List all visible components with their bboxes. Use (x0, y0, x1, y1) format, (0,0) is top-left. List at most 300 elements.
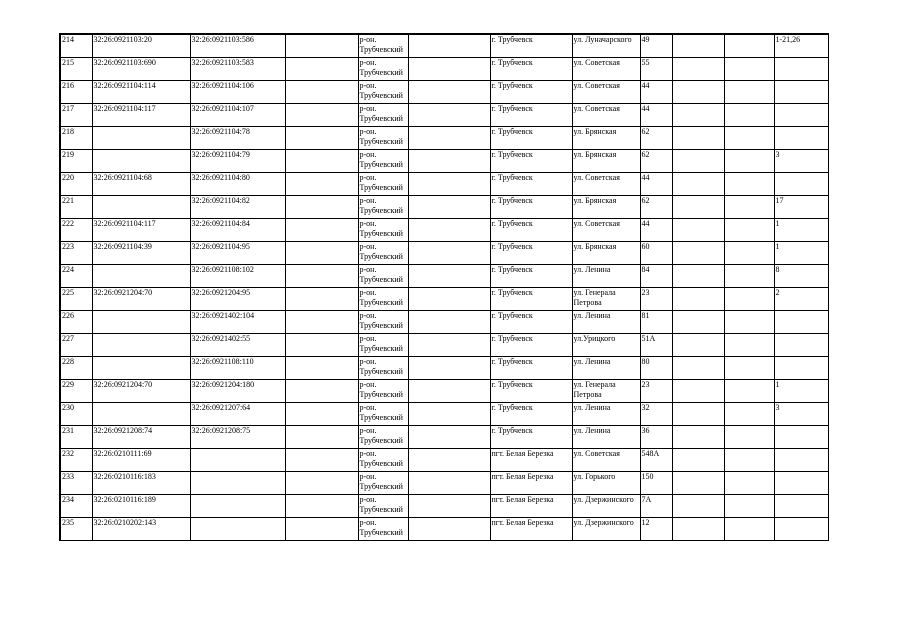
empty-cell (408, 288, 490, 311)
empty-cell (408, 81, 490, 104)
street-cell: ул. Ленина (572, 265, 640, 288)
settlement-cell: г. Трубчевск (490, 58, 572, 81)
street-cell: ул. Дзержинского (572, 518, 640, 541)
district-type: р-он. (359, 311, 377, 320)
street-cell: ул. Ленина (572, 311, 640, 334)
district-type: р-он. (359, 518, 377, 527)
table-row (60, 311, 828, 334)
district-type: р-он. (359, 104, 377, 113)
district-cell (358, 104, 408, 127)
street-cell: ул. Генерала Петрова (572, 288, 640, 311)
row-number-cell: 214 (60, 34, 92, 58)
row-number-cell: 226 (60, 311, 92, 334)
cadastral-number-2-cell (190, 449, 285, 472)
extra-cell (672, 104, 724, 127)
district-cell (358, 81, 408, 104)
settlement-cell: г. Трубчевск (490, 127, 572, 150)
district-type: р-он. (359, 472, 377, 481)
row-number-cell: 219 (60, 150, 92, 173)
empty-cell (285, 472, 358, 495)
empty-cell (285, 380, 358, 403)
settlement-cell: г. Трубчевск (490, 104, 572, 127)
extra-cell (724, 58, 774, 81)
row-number-cell: 217 (60, 104, 92, 127)
row-number-cell: 229 (60, 380, 92, 403)
cadastral-number-cell (92, 334, 190, 357)
extra-cell (724, 127, 774, 150)
empty-cell (408, 518, 490, 541)
district-name: Трубчевский (359, 206, 403, 215)
table-row (60, 380, 828, 403)
cadastral-number-cell (92, 127, 190, 150)
cadastral-number-2-cell: 32:26:0921104:79 (190, 150, 285, 173)
apartment-cell (774, 472, 828, 495)
row-number-cell: 228 (60, 357, 92, 380)
extra-cell (724, 265, 774, 288)
cadastral-number-cell (92, 403, 190, 426)
cadastral-number-2-cell (190, 518, 285, 541)
table-row (60, 81, 828, 104)
cadastral-number-2-cell: 32:26:0921104:82 (190, 196, 285, 219)
district-cell (358, 311, 408, 334)
cadastral-number-cell (92, 311, 190, 334)
table-row (60, 34, 828, 58)
empty-cell (285, 150, 358, 173)
house-number-cell: 80 (640, 357, 672, 380)
row-number-cell: 225 (60, 288, 92, 311)
empty-cell (285, 495, 358, 518)
street-cell: ул. Советская (572, 81, 640, 104)
cadastral-number-2-cell (190, 495, 285, 518)
row-number-cell: 235 (60, 518, 92, 541)
apartment-cell (774, 311, 828, 334)
street-cell: ул. Брянская (572, 196, 640, 219)
extra-cell (672, 311, 724, 334)
district-type: р-он. (359, 196, 377, 205)
row-number-cell: 231 (60, 426, 92, 449)
cadastral-number-cell: 32:26:0921204:70 (92, 288, 190, 311)
district-cell (358, 150, 408, 173)
extra-cell (724, 380, 774, 403)
cadastral-number-2-cell (190, 472, 285, 495)
extra-cell (724, 242, 774, 265)
house-number-cell: 23 (640, 288, 672, 311)
house-number-cell: 55 (640, 58, 672, 81)
empty-cell (408, 150, 490, 173)
table-row (60, 265, 828, 288)
table-row (60, 104, 828, 127)
street-cell: ул. Советская (572, 173, 640, 196)
empty-cell (285, 449, 358, 472)
cadastral-number-2-cell: 32:26:0921204:180 (190, 380, 285, 403)
table-row (60, 495, 828, 518)
table-row (60, 127, 828, 150)
street-cell: ул. Брянская (572, 150, 640, 173)
district-type: р-он. (359, 58, 377, 67)
extra-cell (724, 357, 774, 380)
street-cell: ул. Ленина (572, 403, 640, 426)
empty-cell (285, 104, 358, 127)
extra-cell (672, 357, 724, 380)
district-name: Трубчевский (359, 45, 403, 54)
apartment-cell (774, 104, 828, 127)
settlement-cell: г. Трубчевск (490, 265, 572, 288)
extra-cell (724, 495, 774, 518)
district-name: Трубчевский (359, 137, 403, 146)
empty-cell (285, 334, 358, 357)
street-cell: ул. Советская (572, 219, 640, 242)
empty-cell (408, 403, 490, 426)
settlement-cell: г. Трубчевск (490, 311, 572, 334)
apartment-cell (774, 58, 828, 81)
district-type: р-он. (359, 219, 377, 228)
district-type: р-он. (359, 265, 377, 274)
district-name: Трубчевский (359, 436, 403, 445)
apartment-cell (774, 518, 828, 541)
house-number-cell: 81 (640, 311, 672, 334)
empty-cell (408, 127, 490, 150)
apartment-cell (774, 173, 828, 196)
extra-cell (672, 173, 724, 196)
table-row (60, 196, 828, 219)
apartment-cell (774, 127, 828, 150)
row-number-cell: 215 (60, 58, 92, 81)
district-cell (358, 58, 408, 81)
extra-cell (672, 150, 724, 173)
district-name: Трубчевский (359, 229, 403, 238)
extra-cell (724, 449, 774, 472)
district-type: р-он. (359, 380, 377, 389)
apartment-cell: 2 (774, 288, 828, 311)
district-name: Трубчевский (359, 114, 403, 123)
empty-cell (285, 426, 358, 449)
settlement-cell: пгт. Белая Березка (490, 495, 572, 518)
district-cell (358, 518, 408, 541)
district-cell (358, 403, 408, 426)
district-name: Трубчевский (359, 252, 403, 261)
apartment-cell: 3 (774, 403, 828, 426)
district-type: р-он. (359, 334, 377, 343)
cadastral-number-2-cell: 32:26:0921402:104 (190, 311, 285, 334)
cadastral-number-2-cell: 32:26:0921108:102 (190, 265, 285, 288)
empty-cell (408, 495, 490, 518)
house-number-cell: 62 (640, 150, 672, 173)
cadastral-number-cell: 32:26:0921104:68 (92, 173, 190, 196)
district-cell (358, 127, 408, 150)
cadastral-number-cell (92, 196, 190, 219)
district-name: Трубчевский (359, 413, 403, 422)
table-row (60, 58, 828, 81)
district-cell (358, 265, 408, 288)
district-name: Трубчевский (359, 482, 403, 491)
empty-cell (285, 357, 358, 380)
extra-cell (672, 518, 724, 541)
extra-cell (724, 403, 774, 426)
street-cell: ул. Советская (572, 58, 640, 81)
district-name: Трубчевский (359, 275, 403, 284)
district-cell (358, 288, 408, 311)
settlement-cell: г. Трубчевск (490, 219, 572, 242)
cadastral-number-2-cell: 32:26:0921103:586 (190, 34, 285, 58)
district-cell (358, 334, 408, 357)
district-name: Трубчевский (359, 183, 403, 192)
cadastral-number-cell: 32:26:0210116:189 (92, 495, 190, 518)
district-type: р-он. (359, 288, 377, 297)
house-number-cell: 44 (640, 81, 672, 104)
district-name: Трубчевский (359, 344, 403, 353)
cadastral-number-2-cell: 32:26:0921104:84 (190, 219, 285, 242)
property-register-table (59, 33, 829, 541)
house-number-cell: 32 (640, 403, 672, 426)
empty-cell (408, 426, 490, 449)
empty-cell (285, 173, 358, 196)
cadastral-number-2-cell: 32:26:0921204:95 (190, 288, 285, 311)
cadastral-number-2-cell: 32:26:0921104:107 (190, 104, 285, 127)
district-name: Трубчевский (359, 459, 403, 468)
street-cell: ул. Брянская (572, 242, 640, 265)
district-cell (358, 380, 408, 403)
empty-cell (408, 58, 490, 81)
apartment-cell (774, 357, 828, 380)
settlement-cell: г. Трубчевск (490, 196, 572, 219)
empty-cell (285, 127, 358, 150)
street-cell: ул. Генерала Петрова (572, 380, 640, 403)
cadastral-number-2-cell: 32:26:0921208:75 (190, 426, 285, 449)
street-cell: ул.Урицкого (572, 334, 640, 357)
extra-cell (724, 219, 774, 242)
empty-cell (408, 311, 490, 334)
street-cell: ул. Советская (572, 104, 640, 127)
table-row (60, 219, 828, 242)
settlement-cell: г. Трубчевск (490, 403, 572, 426)
house-number-cell: 51А (640, 334, 672, 357)
house-number-cell: 548А (640, 449, 672, 472)
district-type: р-он. (359, 173, 377, 182)
apartment-cell: 1 (774, 380, 828, 403)
cadastral-number-2-cell: 32:26:0921104:78 (190, 127, 285, 150)
empty-cell (285, 311, 358, 334)
settlement-cell: г. Трубчевск (490, 242, 572, 265)
extra-cell (724, 288, 774, 311)
house-number-cell: 62 (640, 196, 672, 219)
cadastral-number-2-cell: 32:26:0921104:80 (190, 173, 285, 196)
apartment-cell: 1 (774, 219, 828, 242)
extra-cell (724, 311, 774, 334)
extra-cell (724, 334, 774, 357)
cadastral-number-2-cell: 32:26:0921103:583 (190, 58, 285, 81)
extra-cell (672, 403, 724, 426)
empty-cell (408, 242, 490, 265)
apartment-cell: 3 (774, 150, 828, 173)
district-name: Трубчевский (359, 321, 403, 330)
district-type: р-он. (359, 495, 377, 504)
street-cell: ул. Луначарского (572, 34, 640, 58)
extra-cell (724, 81, 774, 104)
district-cell (358, 426, 408, 449)
apartment-cell: 1 (774, 242, 828, 265)
empty-cell (408, 334, 490, 357)
settlement-cell: г. Трубчевск (490, 81, 572, 104)
house-number-cell: 150 (640, 472, 672, 495)
empty-cell (285, 288, 358, 311)
table-row (60, 357, 828, 380)
cadastral-number-2-cell: 32:26:0921402:55 (190, 334, 285, 357)
extra-cell (672, 472, 724, 495)
street-cell: ул. Ленина (572, 357, 640, 380)
street-cell: ул. Брянская (572, 127, 640, 150)
cadastral-number-cell: 32:26:0210111:69 (92, 449, 190, 472)
row-number-cell: 230 (60, 403, 92, 426)
row-number-cell: 222 (60, 219, 92, 242)
district-name: Трубчевский (359, 367, 403, 376)
house-number-cell: 44 (640, 104, 672, 127)
cadastral-number-cell (92, 357, 190, 380)
cadastral-number-cell: 32:26:0921104:117 (92, 104, 190, 127)
row-number-cell: 233 (60, 472, 92, 495)
settlement-cell: г. Трубчевск (490, 173, 572, 196)
row-number-cell: 221 (60, 196, 92, 219)
table-row (60, 426, 828, 449)
row-number-cell: 224 (60, 265, 92, 288)
street-cell: ул. Горького (572, 472, 640, 495)
settlement-cell: г. Трубчевск (490, 150, 572, 173)
cadastral-number-2-cell: 32:26:0921108:110 (190, 357, 285, 380)
extra-cell (724, 472, 774, 495)
settlement-cell: г. Трубчевск (490, 380, 572, 403)
apartment-cell (774, 426, 828, 449)
district-cell (358, 495, 408, 518)
house-number-cell: 62 (640, 127, 672, 150)
row-number-cell: 223 (60, 242, 92, 265)
district-name: Трубчевский (359, 298, 403, 307)
cadastral-number-cell: 32:26:0921103:690 (92, 58, 190, 81)
settlement-cell: г. Трубчевск (490, 288, 572, 311)
empty-cell (408, 173, 490, 196)
cadastral-number-cell: 32:26:0921104:39 (92, 242, 190, 265)
extra-cell (672, 242, 724, 265)
district-name: Трубчевский (359, 390, 403, 399)
table-row (60, 518, 828, 541)
empty-cell (408, 34, 490, 58)
extra-cell (672, 495, 724, 518)
house-number-cell: 12 (640, 518, 672, 541)
extra-cell (724, 426, 774, 449)
apartment-cell: 1-21,26 (774, 34, 828, 58)
extra-cell (724, 150, 774, 173)
cadastral-number-cell (92, 265, 190, 288)
cadastral-number-2-cell: 32:26:0921104:106 (190, 81, 285, 104)
street-cell: ул. Советская (572, 449, 640, 472)
apartment-cell (774, 449, 828, 472)
district-name: Трубчевский (359, 528, 403, 537)
row-number-cell: 220 (60, 173, 92, 196)
table-row (60, 150, 828, 173)
extra-cell (672, 219, 724, 242)
cadastral-number-cell: 32:26:0210116:183 (92, 472, 190, 495)
row-number-cell: 216 (60, 81, 92, 104)
extra-cell (724, 34, 774, 58)
house-number-cell: 23 (640, 380, 672, 403)
cadastral-number-2-cell: 32:26:0921207:64 (190, 403, 285, 426)
settlement-cell: пгт. Белая Березка (490, 472, 572, 495)
district-type: р-он. (359, 403, 377, 412)
settlement-cell: пгт. Белая Березка (490, 518, 572, 541)
extra-cell (672, 334, 724, 357)
empty-cell (408, 449, 490, 472)
extra-cell (724, 196, 774, 219)
empty-cell (285, 34, 358, 58)
empty-cell (408, 380, 490, 403)
empty-cell (408, 219, 490, 242)
apartment-cell (774, 334, 828, 357)
district-cell (358, 34, 408, 58)
house-number-cell: 44 (640, 173, 672, 196)
extra-cell (672, 265, 724, 288)
district-cell (358, 472, 408, 495)
district-cell (358, 196, 408, 219)
district-name: Трубчевский (359, 68, 403, 77)
extra-cell (672, 380, 724, 403)
cadastral-number-2-cell: 32:26:0921104:95 (190, 242, 285, 265)
table-row (60, 173, 828, 196)
table-row (60, 288, 828, 311)
district-cell (358, 449, 408, 472)
settlement-cell: г. Трубчевск (490, 426, 572, 449)
empty-cell (408, 196, 490, 219)
district-cell (358, 219, 408, 242)
house-number-cell: 36 (640, 426, 672, 449)
street-cell: ул. Ленина (572, 426, 640, 449)
district-type: р-он. (359, 127, 377, 136)
district-type: р-он. (359, 150, 377, 159)
table-row (60, 472, 828, 495)
cadastral-number-cell: 32:26:0921104:114 (92, 81, 190, 104)
extra-cell (672, 58, 724, 81)
district-cell (358, 173, 408, 196)
cadastral-number-cell: 32:26:0210202:143 (92, 518, 190, 541)
extra-cell (672, 288, 724, 311)
row-number-cell: 232 (60, 449, 92, 472)
house-number-cell: 84 (640, 265, 672, 288)
cadastral-number-cell: 32:26:0921204:70 (92, 380, 190, 403)
district-cell (358, 357, 408, 380)
row-number-cell: 218 (60, 127, 92, 150)
district-cell (358, 242, 408, 265)
house-number-cell: 60 (640, 242, 672, 265)
empty-cell (408, 472, 490, 495)
row-number-cell: 227 (60, 334, 92, 357)
house-number-cell: 49 (640, 34, 672, 58)
apartment-cell: 17 (774, 196, 828, 219)
apartment-cell (774, 495, 828, 518)
house-number-cell: 7А (640, 495, 672, 518)
empty-cell (285, 58, 358, 81)
apartment-cell (774, 81, 828, 104)
house-number-cell: 44 (640, 219, 672, 242)
settlement-cell: г. Трубчевск (490, 34, 572, 58)
row-number-cell: 234 (60, 495, 92, 518)
empty-cell (408, 357, 490, 380)
cadastral-number-cell: 32:26:0921208:74 (92, 426, 190, 449)
empty-cell (408, 104, 490, 127)
district-name: Трубчевский (359, 505, 403, 514)
extra-cell (672, 34, 724, 58)
district-type: р-он. (359, 426, 377, 435)
empty-cell (408, 265, 490, 288)
table-row (60, 403, 828, 426)
district-name: Трубчевский (359, 160, 403, 169)
settlement-cell: пгт. Белая Березка (490, 449, 572, 472)
